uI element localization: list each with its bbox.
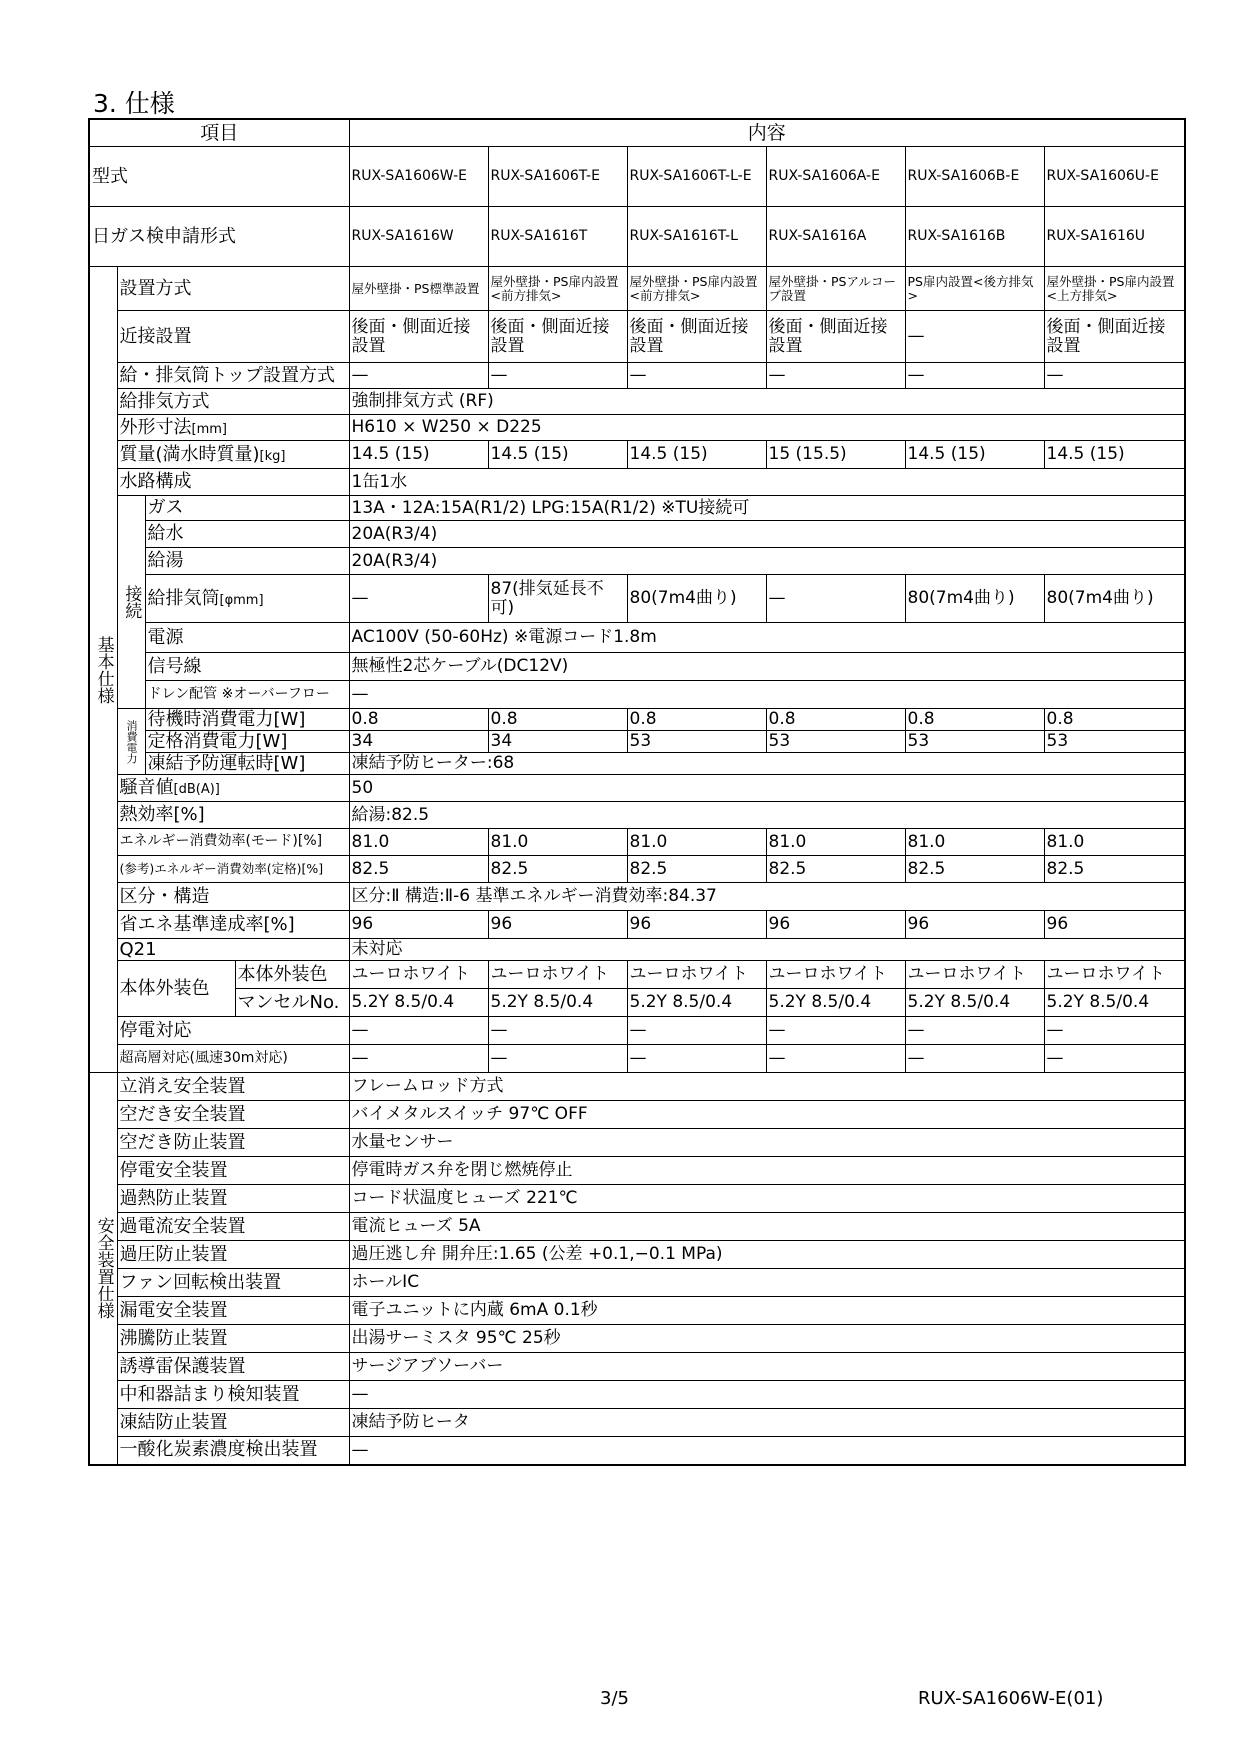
row-label: 凍結予防運転時[W] <box>145 753 349 775</box>
row-label: 給排気方式 <box>117 389 349 415</box>
value-cell: バイメタルスイッチ 97℃ OFF <box>349 1101 1185 1129</box>
connection-group-label <box>117 496 145 709</box>
row-label: 給・排気筒トップ設置方式 <box>117 363 349 389</box>
value-cell: 34 <box>488 731 627 753</box>
row-label: 電源 <box>145 623 349 653</box>
value-cell: 屋外壁掛・PS扉内設置<前方排気> <box>488 267 627 311</box>
row-label: 熱効率[%] <box>117 802 349 829</box>
value-cell: — <box>766 1017 905 1045</box>
row-label-text: 質量(満水時質量) <box>119 443 260 465</box>
value-cell: 無極性2芯ケーブル(DC12V) <box>349 653 1185 681</box>
table-row <box>89 653 1185 681</box>
value-cell: 53 <box>627 731 766 753</box>
value-cell: RUX-SA1616A <box>766 207 905 267</box>
table-row <box>89 441 1185 469</box>
value-cell: 5.2Y 8.5/0.4 <box>349 989 488 1017</box>
value-cell: — <box>349 1017 488 1045</box>
value-cell: 電流ヒューズ 5A <box>349 1213 1185 1241</box>
value-cell: — <box>766 575 905 623</box>
spec-table <box>88 118 1186 1466</box>
value-cell: 後面・側面近接設置 <box>1044 311 1185 363</box>
row-label: 誘導雷保護装置 <box>117 1353 349 1381</box>
table-row <box>89 731 1185 753</box>
value-cell: 82.5 <box>905 856 1044 883</box>
value-cell: H610 × W250 × D225 <box>349 415 1185 441</box>
row-label <box>117 775 349 802</box>
row-label: 過熱防止装置 <box>117 1185 349 1213</box>
table-row <box>89 1129 1185 1157</box>
table-row <box>89 753 1185 775</box>
value-cell: 82.5 <box>349 856 488 883</box>
table-row <box>89 802 1185 829</box>
unit-label: [φmm] <box>219 592 264 608</box>
row-label-text: 騒音値 <box>119 777 174 799</box>
value-cell: 屋外壁掛・PSアルコーブ設置 <box>766 267 905 311</box>
value-cell: 14.5 (15) <box>488 441 627 469</box>
value-cell: 0.8 <box>905 709 1044 731</box>
row-label: 信号線 <box>145 653 349 681</box>
table-row <box>89 1213 1185 1241</box>
table-row <box>89 775 1185 802</box>
value-cell: — <box>349 1045 488 1073</box>
value-cell: 82.5 <box>1044 856 1185 883</box>
row-label: 空だき安全装置 <box>117 1101 349 1129</box>
value-cell: 5.2Y 8.5/0.4 <box>905 989 1044 1017</box>
table-row <box>89 939 1185 961</box>
value-cell: コード状温度ヒューズ 221℃ <box>349 1185 1185 1213</box>
table-row <box>89 883 1185 911</box>
row-label: 中和器詰まり検知装置 <box>117 1381 349 1409</box>
value-cell: サージアブソーバー <box>349 1353 1185 1381</box>
value-cell: 5.2Y 8.5/0.4 <box>488 989 627 1017</box>
header-item: 項目 <box>89 119 349 147</box>
group-label-text: 消費電力 <box>125 719 139 764</box>
value-cell: 後面・側面近接設置 <box>488 311 627 363</box>
row-label: 設置方式 <box>117 267 349 311</box>
value-cell: 電子ユニットに内蔵 6mA 0.1秒 <box>349 1297 1185 1325</box>
value-cell: 96 <box>488 911 627 939</box>
value-cell: ホールIC <box>349 1269 1185 1297</box>
table-row <box>89 623 1185 653</box>
table-row <box>89 469 1185 496</box>
table-row <box>89 1269 1185 1297</box>
table-row <box>89 911 1185 939</box>
row-label: 給水 <box>145 521 349 548</box>
table-row <box>89 1325 1185 1353</box>
value-cell: 80(7m4曲り) <box>627 575 766 623</box>
page-number: 3/5 <box>600 1688 629 1709</box>
value-cell: 81.0 <box>1044 829 1185 856</box>
basic-spec-group-label <box>89 267 117 1073</box>
value-cell: 屋外壁掛・PS扉内設置<上方排気> <box>1044 267 1185 311</box>
value-cell: — <box>905 363 1044 389</box>
value-cell: 53 <box>1044 731 1185 753</box>
value-cell: ユーロホワイト <box>627 961 766 989</box>
table-row <box>89 389 1185 415</box>
group-label-text: 接続 <box>121 585 142 619</box>
value-cell: 50 <box>349 775 1185 802</box>
value-cell: — <box>349 1437 1185 1465</box>
model-cell: RUX-SA1606W-E <box>349 147 488 207</box>
value-cell: 53 <box>905 731 1044 753</box>
table-row <box>89 1409 1185 1437</box>
value-cell: — <box>905 1017 1044 1045</box>
row-label: 立消え安全装置 <box>117 1073 349 1101</box>
value-cell: 96 <box>905 911 1044 939</box>
value-cell: 81.0 <box>905 829 1044 856</box>
value-cell: — <box>627 363 766 389</box>
value-cell: 14.5 (15) <box>627 441 766 469</box>
row-label: 日ガス検申請形式 <box>89 207 349 267</box>
table-row <box>89 267 1185 311</box>
table-row <box>89 496 1185 521</box>
value-cell: RUX-SA1616T <box>488 207 627 267</box>
value-cell: — <box>905 1045 1044 1073</box>
row-label: 沸騰防止装置 <box>117 1325 349 1353</box>
model-cell: RUX-SA1606B-E <box>905 147 1044 207</box>
value-cell: — <box>488 1045 627 1073</box>
group-label-text: 基本仕様 <box>93 635 114 704</box>
table-row <box>89 829 1185 856</box>
row-label: Q21 <box>117 939 349 961</box>
value-cell: 96 <box>349 911 488 939</box>
value-cell: 82.5 <box>627 856 766 883</box>
value-cell: RUX-SA1616T-L <box>627 207 766 267</box>
value-cell: RUX-SA1616W <box>349 207 488 267</box>
row-label <box>145 575 349 623</box>
row-label-text: 給排気筒 <box>147 587 220 609</box>
row-label: 型式 <box>89 147 349 207</box>
value-cell: ユーロホワイト <box>349 961 488 989</box>
row-sublabel: 本体外装色 <box>235 961 349 989</box>
group-label-text: 安全装置仕様 <box>93 1217 114 1320</box>
table-row <box>89 709 1185 731</box>
table-row <box>89 1381 1185 1409</box>
value-cell: PS扉内設置<後方排気> <box>905 267 1044 311</box>
table-row <box>89 1297 1185 1325</box>
value-cell: 96 <box>627 911 766 939</box>
value-cell: — <box>766 363 905 389</box>
value-cell: — <box>905 311 1044 363</box>
row-label-text: 外形寸法 <box>119 416 192 438</box>
row-label: 一酸化炭素濃度検出装置 <box>117 1437 349 1465</box>
value-cell: — <box>349 1381 1185 1409</box>
value-cell: 81.0 <box>349 829 488 856</box>
table-row <box>89 1073 1185 1101</box>
value-cell: 出湯サーミスタ 95℃ 25秒 <box>349 1325 1185 1353</box>
value-cell: 屋外壁掛・PS標準設置 <box>349 267 488 311</box>
row-label: ガス <box>145 496 349 521</box>
row-label: 凍結防止装置 <box>117 1409 349 1437</box>
value-cell: — <box>349 363 488 389</box>
value-cell: 過圧逃し弁 開弁圧:1.65 (公差 +0.1,−0.1 MPa) <box>349 1241 1185 1269</box>
safety-spec-group-label <box>89 1073 117 1465</box>
table-row <box>89 989 1185 1017</box>
value-cell: 凍結予防ヒーター:68 <box>349 753 1185 775</box>
row-label: 待機時消費電力[W] <box>145 709 349 731</box>
table-row <box>89 1045 1185 1073</box>
unit-label: [kg] <box>259 448 286 464</box>
table-row <box>89 147 1185 207</box>
row-label: 空だき防止装置 <box>117 1129 349 1157</box>
value-cell: 81.0 <box>488 829 627 856</box>
table-row <box>89 1017 1185 1045</box>
table-row <box>89 548 1185 575</box>
row-label: (参考)エネルギー消費効率(定格)[%] <box>117 856 349 883</box>
value-cell: 13A・12A:15A(R1/2) LPG:15A(R1/2) ※TU接続可 <box>349 496 1185 521</box>
value-cell: 停電時ガス弁を閉じ燃焼停止 <box>349 1157 1185 1185</box>
value-cell: — <box>627 1045 766 1073</box>
section-title: 3. 仕様 <box>93 89 175 118</box>
value-cell: 14.5 (15) <box>1044 441 1185 469</box>
table-row <box>89 207 1185 267</box>
value-cell: 96 <box>1044 911 1185 939</box>
row-label: 省エネ基準達成率[%] <box>117 911 349 939</box>
value-cell: 14.5 (15) <box>905 441 1044 469</box>
value-cell: フレームロッド方式 <box>349 1073 1185 1101</box>
value-cell: RUX-SA1616B <box>905 207 1044 267</box>
model-cell: RUX-SA1606A-E <box>766 147 905 207</box>
value-cell: ユーロホワイト <box>766 961 905 989</box>
table-row <box>89 415 1185 441</box>
value-cell: 82.5 <box>766 856 905 883</box>
value-cell: 81.0 <box>627 829 766 856</box>
table-row <box>89 363 1185 389</box>
document-code: RUX-SA1606W-E(01) <box>918 1688 1104 1709</box>
model-cell: RUX-SA1606T-E <box>488 147 627 207</box>
row-label: 近接設置 <box>117 311 349 363</box>
value-cell: 82.5 <box>488 856 627 883</box>
value-cell: 5.2Y 8.5/0.4 <box>766 989 905 1017</box>
value-cell: — <box>349 575 488 623</box>
row-label <box>117 441 349 469</box>
value-cell: — <box>627 1017 766 1045</box>
row-label <box>117 415 349 441</box>
row-label: 超高層対応(風速30m対応) <box>117 1045 349 1073</box>
consumption-group-label <box>117 709 145 775</box>
model-cell: RUX-SA1606T-L-E <box>627 147 766 207</box>
value-cell: 区分:Ⅱ 構造:Ⅱ-6 基準エネルギー消費効率:84.37 <box>349 883 1185 911</box>
value-cell: 水量センサー <box>349 1129 1185 1157</box>
row-label: エネルギー消費効率(モード)[%] <box>117 829 349 856</box>
table-row <box>89 311 1185 363</box>
table-row <box>89 1101 1185 1129</box>
value-cell: 0.8 <box>766 709 905 731</box>
row-label: 漏電安全装置 <box>117 1297 349 1325</box>
row-sublabel: マンセルNo. <box>235 989 349 1017</box>
value-cell: — <box>488 1017 627 1045</box>
row-label: 区分・構造 <box>117 883 349 911</box>
table-row <box>89 1437 1185 1465</box>
table-row <box>89 681 1185 709</box>
value-cell: — <box>766 1045 905 1073</box>
value-cell: 0.8 <box>627 709 766 731</box>
value-cell: 1缶1水 <box>349 469 1185 496</box>
row-label: 停電安全装置 <box>117 1157 349 1185</box>
table-row <box>89 1185 1185 1213</box>
model-cell: RUX-SA1606U-E <box>1044 147 1185 207</box>
value-cell: 5.2Y 8.5/0.4 <box>627 989 766 1017</box>
value-cell: 15 (15.5) <box>766 441 905 469</box>
row-label: ファン回転検出装置 <box>117 1269 349 1297</box>
header-row <box>89 119 1185 147</box>
value-cell: RUX-SA1616U <box>1044 207 1185 267</box>
value-cell: AC100V (50-60Hz) ※電源コード1.8m <box>349 623 1185 653</box>
value-cell: 96 <box>766 911 905 939</box>
row-label: ドレン配管 ※オーバーフロー <box>145 681 349 709</box>
value-cell: ユーロホワイト <box>488 961 627 989</box>
value-cell: 凍結予防ヒータ <box>349 1409 1185 1437</box>
value-cell: 80(7m4曲り) <box>905 575 1044 623</box>
value-cell: 0.8 <box>1044 709 1185 731</box>
value-cell: 81.0 <box>766 829 905 856</box>
value-cell: 87(排気延長不可) <box>488 575 627 623</box>
value-cell: 14.5 (15) <box>349 441 488 469</box>
value-cell: 後面・側面近接設置 <box>349 311 488 363</box>
value-cell: — <box>1044 1017 1185 1045</box>
row-label: 過電流安全装置 <box>117 1213 349 1241</box>
table-row <box>89 575 1185 623</box>
table-row <box>89 856 1185 883</box>
row-label: 定格消費電力[W] <box>145 731 349 753</box>
table-row <box>89 1353 1185 1381</box>
value-cell: 強制排気方式 (RF) <box>349 389 1185 415</box>
value-cell: 屋外壁掛・PS扉内設置<前方排気> <box>627 267 766 311</box>
value-cell: 給湯:82.5 <box>349 802 1185 829</box>
value-cell: ユーロホワイト <box>1044 961 1185 989</box>
value-cell: 5.2Y 8.5/0.4 <box>1044 989 1185 1017</box>
value-cell: 20A(R3/4) <box>349 521 1185 548</box>
header-content: 内容 <box>349 119 1185 147</box>
table-row <box>89 521 1185 548</box>
value-cell: ユーロホワイト <box>905 961 1044 989</box>
value-cell: — <box>488 363 627 389</box>
value-cell: 未対応 <box>349 939 1185 961</box>
value-cell: 53 <box>766 731 905 753</box>
unit-label: [mm] <box>191 421 227 437</box>
row-label: 水路構成 <box>117 469 349 496</box>
value-cell: 後面・側面近接設置 <box>766 311 905 363</box>
row-label: 停電対応 <box>117 1017 349 1045</box>
row-label: 給湯 <box>145 548 349 575</box>
unit-label: [dB(A)] <box>173 782 220 798</box>
value-cell: — <box>349 681 1185 709</box>
value-cell: 0.8 <box>488 709 627 731</box>
value-cell: 0.8 <box>349 709 488 731</box>
table-row <box>89 1157 1185 1185</box>
table-row <box>89 961 1185 989</box>
row-label: 本体外装色 <box>117 961 235 1017</box>
value-cell: 20A(R3/4) <box>349 548 1185 575</box>
value-cell: — <box>1044 363 1185 389</box>
table-row <box>89 1241 1185 1269</box>
row-label: 過圧防止装置 <box>117 1241 349 1269</box>
value-cell: — <box>1044 1045 1185 1073</box>
value-cell: 34 <box>349 731 488 753</box>
value-cell: 後面・側面近接設置 <box>627 311 766 363</box>
value-cell: 80(7m4曲り) <box>1044 575 1185 623</box>
